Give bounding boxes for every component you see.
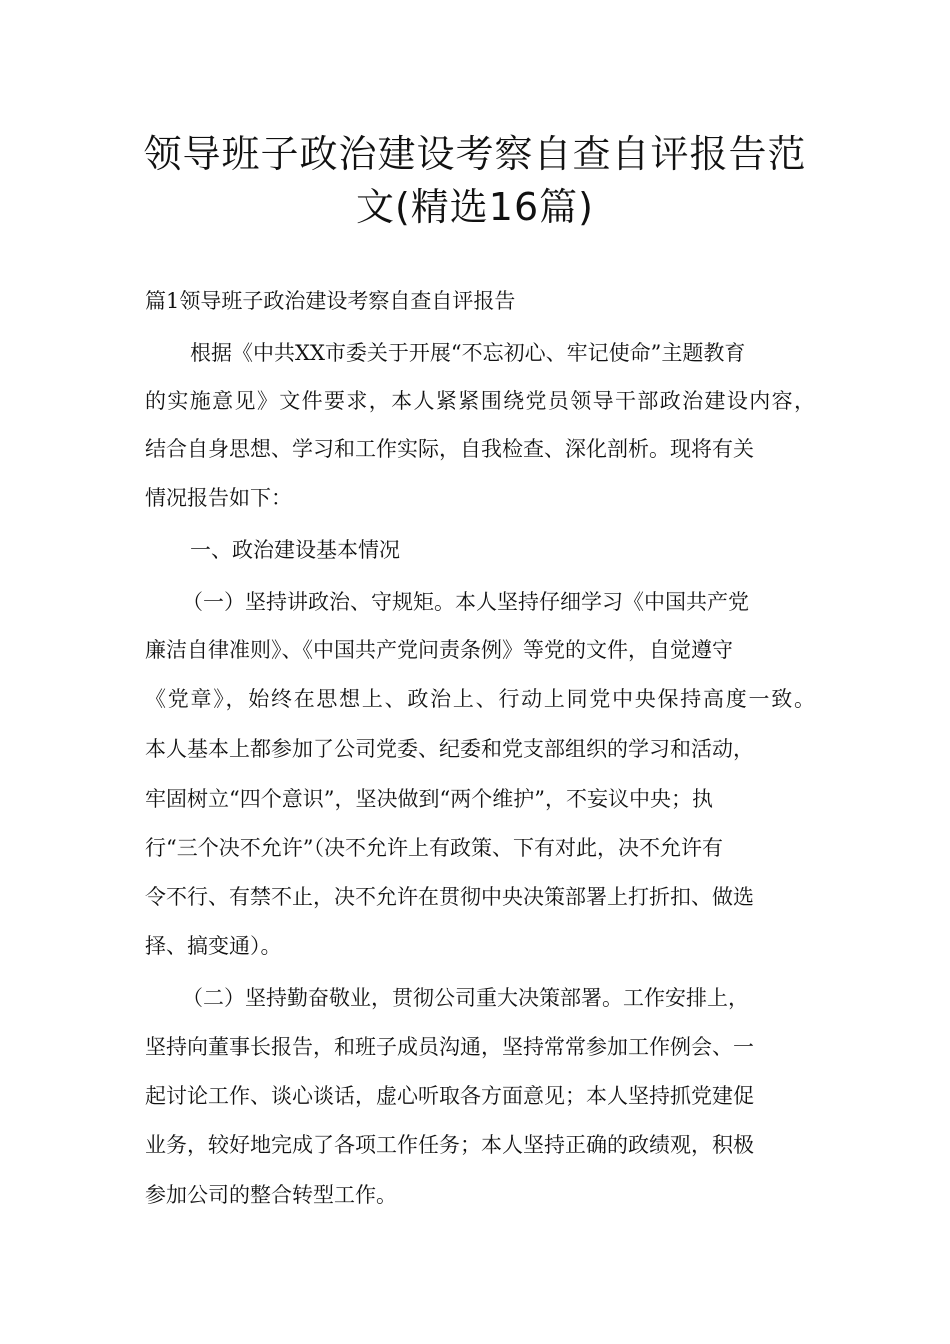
paragraph-line: （二）坚持勤奋敬业，贯彻公司重大决策部署。工作安排上， [182,986,749,1010]
paragraph-line: 令不行、有禁不止，决不允许在贯彻中央决策部署上打折扣、做选 [145,885,754,909]
paragraph-line: 起讨论工作、谈心谈话，虚心听取各方面意见；本人坚持抓党建促 [145,1084,754,1108]
paragraph-line: 情况报告如下： [145,486,292,510]
paragraph-line: 的实施意见》文件要求，本人紧紧围绕党员领导干部政治建设内容， [145,389,815,413]
paragraph-line: 根据《中共XX市委关于开展“不忘初心、牢记使命”主题教育 [190,341,746,365]
paragraph-line: 行“三个决不允许”（决不允许上有政策、下有对此，决不允许有 [145,836,723,860]
document-title-line-1: 领导班子政治建设考察自查自评报告范 [143,132,807,176]
paragraph-line: 本人基本上都参加了公司党委、纪委和党支部组织的学习和活动， [145,737,754,761]
section-heading: 篇1领导班子政治建设考察自查自评报告 [145,289,516,313]
paragraph-line: 坚持向董事长报告，和班子成员沟通，坚持常常参加工作例会、一 [145,1035,754,1059]
paragraph-line: 业务，较好地完成了各项工作任务；本人坚持正确的政绩观，积极 [145,1133,754,1157]
paragraph-line: 廉洁自律准则》、《中国共产党问责条例》等党的文件，自觉遵守 [145,638,733,662]
paragraph-line: （一）坚持讲政治、守规矩。本人坚持仔细学习《中国共产党 [182,590,749,614]
document-title-line-2: 文(精选16篇) [355,185,594,229]
paragraph-line: 牢固树立“四个意识”，坚决做到“两个维护”，不妄议中央；执 [145,787,713,811]
paragraph-line: 结合自身思想、学习和工作实际，自我检查、深化剖析。现将有关 [145,437,754,461]
subheading: 一、政治建设基本情况 [190,538,400,562]
paragraph-line: 择、搞变通）。 [145,934,282,958]
paragraph-line: 参加公司的整合转型工作。 [145,1183,397,1207]
paragraph-line: 《党章》，始终在思想上、政治上、行动上同党中央保持高度一致。 [145,687,815,711]
